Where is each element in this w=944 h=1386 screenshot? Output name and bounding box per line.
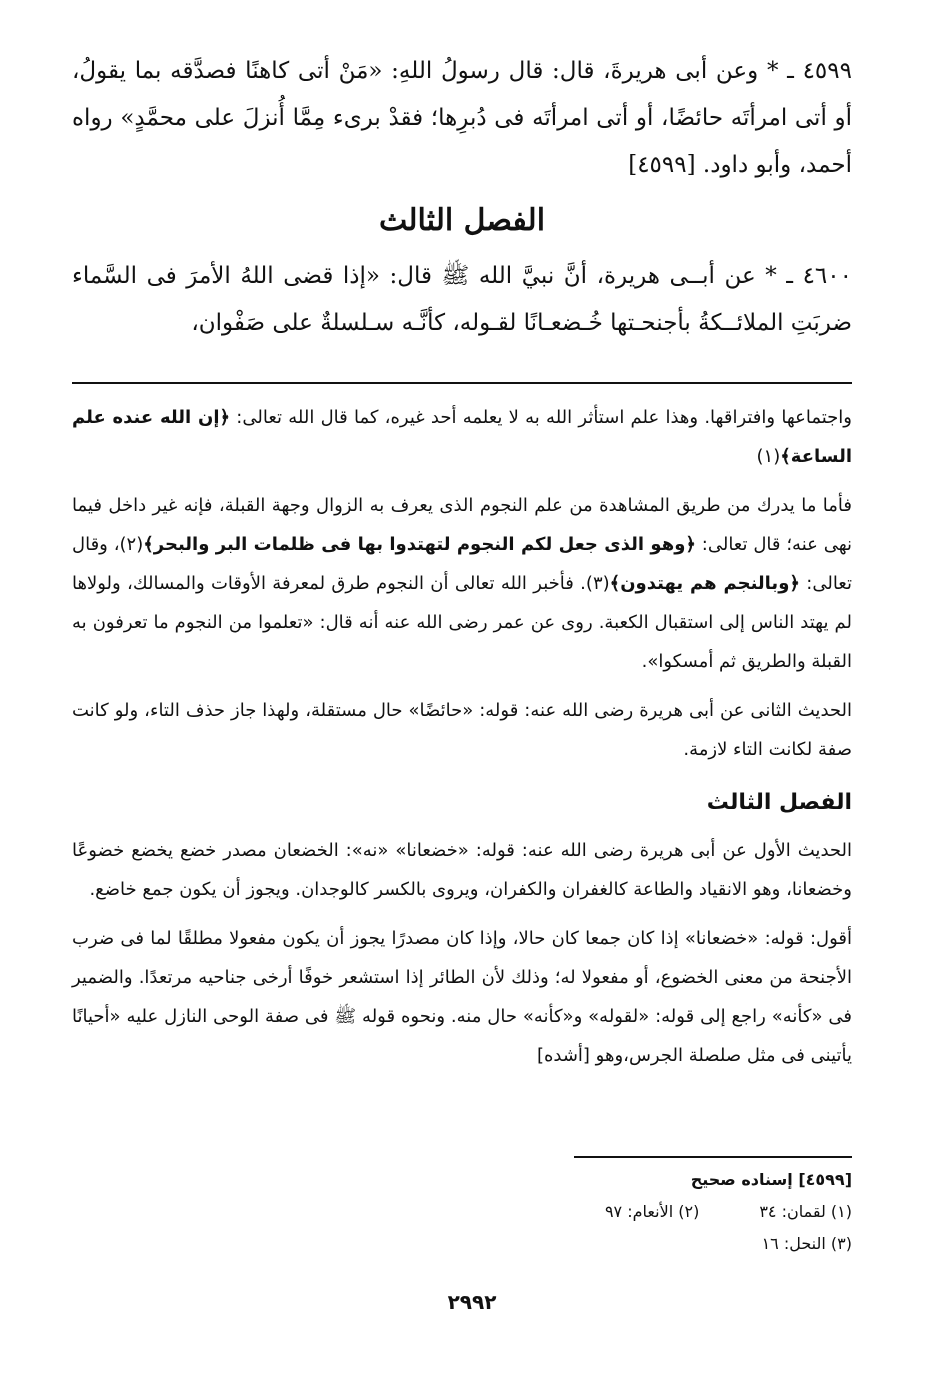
section-heading: الفصل الثالث	[378, 203, 546, 238]
hadith-4599: ٤٥٩٩ ـ * وعن أبى هريرةَ، قال: قال رسولُ اللهِ: «مَنْ أتى كاهنًا فصدَّقه بما يقولُ، أو أتى امرأتَه حائضًا، أو أتى امرأتَه فى دُبرِها؛ فقدْ برىء مِمَّا أُنزلَ على محمَّدٍ» رواه أحمد، وأبو داود. [٤٥٩٩]	[72, 58, 852, 178]
hadith-4600: ٤٦٠٠ ـ * عن أبــى هريرة، أنَّ نبيَّ الله ﷺ قال: «إذا قضى اللهُ الأمرَ فى السَّماء ضربَتِ الملائــكةُ بأجنحـتها خُـضعـانًا لقـوله، كأنَّـه سـلسلةٌ على صَفْوان،	[72, 263, 852, 336]
commentary-paragraph-2: فأما ما يدرك من طريق المشاهدة من علم النجوم الذى يعرف به الزوال وجهة القبلة، فإنه غير داخل فيما نهى عنه؛ قال تعالى: ﴿وهو الذى جعل لكم النجوم لتهتدوا بها فى ظلمات البر والبحر﴾(٢)، وقال تعالى: ﴿وبالنجم هم يهتدون﴾(٣). فأخبر الله تعالى أن النجوم طرق لمعرفة الأوقات والمسالك، ولولاها لم يهتد الناس إلى استقبال الكعبة. روى عن عمر رضى الله عنه أنه قال: «تعلموا من النجوم ما تعرفون به القبلة والطريق ثم أمسكوا».	[72, 495, 853, 672]
footnote-rule	[574, 1156, 852, 1158]
footnote-ref: (١)	[756, 446, 781, 467]
commentary-paragraph-1: واجتماعها وافتراقها. وهذا علم استأثر الله به لا يعلمه أحد غيره، كما قال الله تعالى: ﴿إن الله عنده علم الساعة﴾(١)	[72, 407, 853, 467]
footnote-2: (٢) الأنعام: ٩٧	[604, 1202, 700, 1221]
footnote-3: (٣) النحل: ١٦	[761, 1234, 852, 1253]
footnote-ref: (٢)	[119, 534, 144, 555]
page-number: ٢٩٩٢	[447, 1290, 497, 1314]
commentary-paragraph-4: الحديث الأول عن أبى هريرة رضى الله عنه: قوله: «خضعانا» «نه»: الخضعان مصدر خضع يخضع خضوعًا وخضعانا، وهو الانقياد والطاعة كالغفران والكفران، ويروى بالكسر كالوجدان. ويجوز أن يكون جمع خاضع.	[72, 840, 852, 900]
footnote-1: (١) لقمان: ٣٤	[759, 1202, 852, 1221]
commentary-sub-heading: الفصل الثالث	[706, 790, 852, 815]
commentary-paragraph-3: الحديث الثانى عن أبى هريرة رضى الله عنه: قوله: «حائضًا» حال مستقلة، ولهذا جاز حذف التاء، ولو كانت صفة لكانت التاء لازمة.	[72, 700, 852, 760]
footnotes	[432, 1164, 852, 1260]
footnote-ref: (٣)	[585, 573, 610, 594]
commentary-paragraph-5: أقول: قوله: «خضعانا» إذا كان جمعا كان حالا، وإذا كان مصدرًا يجوز أن يكون مفعولا مطلقًا لما فى ضرب الأجنحة من معنى الخضوع، أو مفعولا له؛ وذلك لأن الطائر إذا استشعر خوفًا أرخى جناحيه مرتعدًا. والضمير فى «كأنه» راجع إلى قوله: «لقوله» و«كأنه» حال منه. ونحوه قوله ﷺ فى صفة الوحى النازل عليه «أحيانًا يأتينى فى مثل صلصلة الجرس،وهو [أشده]	[72, 928, 852, 1066]
footnote-isnad: [٤٥٩٩] إسناده صحيح	[690, 1170, 852, 1189]
quran-quote: ﴿وبالنجم هم يهتدون﴾	[609, 573, 800, 594]
quran-quote: ﴿وهو الذى جعل لكم النجوم لتهتدوا بها فى ظلمات البر والبحر﴾	[143, 534, 696, 555]
main-text	[72, 48, 852, 347]
commentary	[72, 398, 852, 1085]
footnote-row	[432, 1196, 852, 1228]
quran-quote: ﴿إن الله عنده علم الساعة﴾	[72, 407, 852, 467]
separator-rule	[72, 382, 852, 384]
